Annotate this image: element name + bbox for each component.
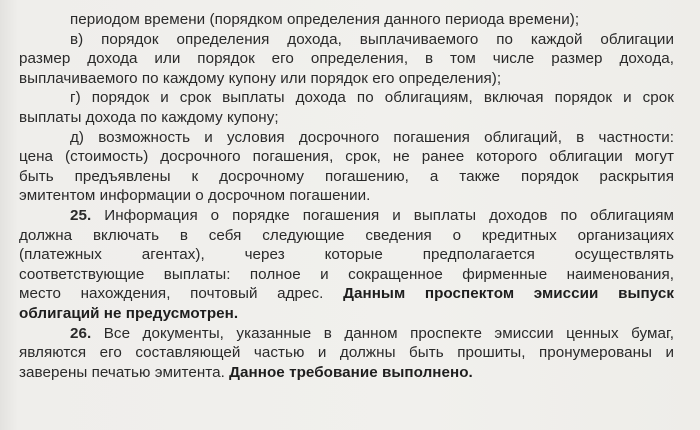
text-line: (платежных агентах), через которые предполагается осуществлять bbox=[19, 246, 674, 264]
bold-note: облигаций не предусмотрен. bbox=[19, 304, 239, 322]
text-line: размер дохода или порядок его определения, в том числе размер дохода, bbox=[19, 50, 674, 68]
item-25-address-line bbox=[19, 284, 674, 304]
item-25-first-line bbox=[19, 206, 674, 226]
text-line: д) возможность и условия досрочного погашения облигаций, в частности: bbox=[70, 128, 674, 146]
text-line: периодом времени (порядком определения данного периода времени); bbox=[70, 11, 580, 28]
item-25-number: 25. bbox=[70, 206, 92, 224]
text-line: г) порядок и срок выплаты дохода по облигациям, включая порядок и срок bbox=[70, 89, 674, 107]
text-line: место нахождения, почтовый адрес. bbox=[19, 285, 324, 303]
text-line: выплачиваемого по каждому купону или порядок его определения); bbox=[19, 69, 502, 87]
text-line: быть предъявлены к досрочному погашению, а также порядок раскрытия bbox=[19, 167, 674, 185]
item-26-number: 26. bbox=[70, 324, 92, 342]
text-line: эмитентом информации о досрочном погашении. bbox=[19, 187, 371, 205]
item-26-first-line bbox=[19, 324, 674, 344]
text-line: в) порядок определения дохода, выплачиваемого по каждой облигации bbox=[70, 30, 674, 48]
text-line: должна включать в себя следующие сведения о кредитных организациях bbox=[19, 226, 674, 244]
text-line: Все документы, указанные в данном проспекте эмиссии ценных бумаг, bbox=[103, 324, 674, 342]
item-25-bold-end bbox=[19, 304, 674, 324]
text-line: заверены печатью эмитента. bbox=[19, 363, 225, 381]
bold-note: Данным проспектом эмиссии выпуск bbox=[343, 285, 674, 303]
bold-note: Данное требование выполнено. bbox=[229, 363, 473, 381]
text-line: являются его составляющей частью и должны быть прошиты, пронумерованы и bbox=[19, 344, 674, 362]
text-line: соответствующие выплаты: полное и сокращенное фирменные наименования, bbox=[19, 265, 674, 283]
item-26-last-line bbox=[19, 363, 674, 383]
text-line: Информация о порядке погашения и выплаты доходов по облигациям bbox=[104, 206, 674, 224]
text-line: цена (стоимость) досрочного погашения, срок, не ранее которого облигации могут bbox=[19, 148, 674, 166]
text-line: выплаты дохода по каждому купону; bbox=[19, 108, 279, 126]
